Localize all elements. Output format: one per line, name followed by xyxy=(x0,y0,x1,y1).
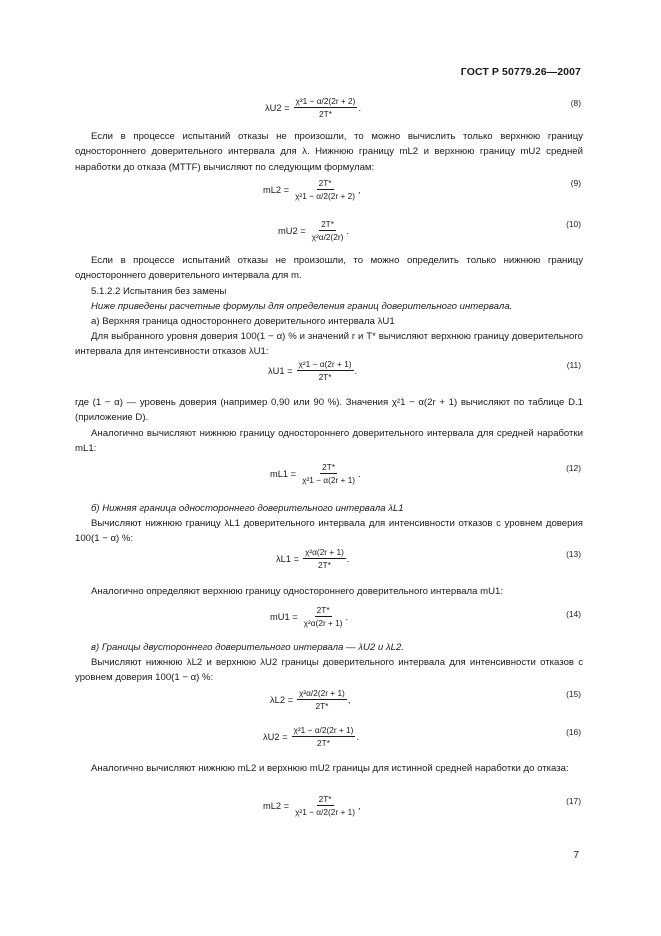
formula-10: mU2 = $\frac{2T*}{\text{χ²α/2(2r)}}$ . xyxy=(278,219,349,242)
formula-lhs: λU2 = xyxy=(263,731,288,742)
denominator: χ²1 − α/2(2r + 1) xyxy=(295,807,355,817)
equation-number-16: (16) xyxy=(566,727,581,737)
denominator: 2T* xyxy=(315,701,329,711)
fraction xyxy=(297,688,347,711)
item-b: б) Нижняя граница одностороннего доверительного интервала λL1 xyxy=(91,503,404,514)
equation-number-8: (8) xyxy=(570,98,581,108)
equation-number-12: (12) xyxy=(566,463,581,473)
equation-number-13: (13) xyxy=(566,549,581,559)
equation-number-17: (17) xyxy=(566,796,581,806)
fraction xyxy=(310,219,346,242)
fraction xyxy=(294,96,358,119)
equation-number-11: (11) xyxy=(566,360,581,370)
paragraph-lower-bound-mtbf: Аналогично вычисляют нижнюю границу одностороннего доверительного интервала для средней наработки mL1: xyxy=(75,428,583,455)
denominator: 2T* xyxy=(319,109,332,119)
formula-8: λU2 = $\frac{\text{χ²1 − α/2(2r + 2)}}{2T*}$ . xyxy=(265,96,362,119)
paragraph-no-failures-2: Если в процессе испытаний отказы не произошли, то можно определить только нижнюю границу одностороннего доверительного интервала для m. xyxy=(75,255,583,282)
document-header: ГОСТ Р 50779.26—2007 xyxy=(460,66,581,78)
formula-16: λU2 = $\frac{\text{χ²1 − α/2(2r + 1)}}{2T*}$ . xyxy=(263,725,360,748)
numerator: χ²1 − α/2(2r + 2) xyxy=(295,96,356,106)
paragraph-lower-bound-rate: Вычисляют нижнюю границу λL1 доверительного интервала для интенсивности отказов с уровнем доверия 100(1 − α) %: xyxy=(75,518,583,545)
paragraph-two-sided: Вычисляют нижнюю λL2 и верхнюю λU2 границы доверительного интервала для интенсивности отказов с уровнем доверия 100(1 − α) %: xyxy=(75,657,583,684)
numerator: 2T* xyxy=(322,462,336,472)
item-v xyxy=(75,640,583,655)
denominator: χ²1 − α/2(2r + 2) xyxy=(295,191,355,201)
formula-15: λL2 = $\frac{\text{χ²α/2(2r + 1)}}{2T*}$ , xyxy=(270,688,351,711)
denominator: χ²1 − α(2r + 1) xyxy=(302,475,356,485)
numerator: 2T* xyxy=(318,794,332,804)
paragraph-no-failures-1: Если в процессе испытаний отказы не произошли, то можно вычислить только верхнюю границу одностороннего доверительного интервала для λ. Нижнюю границу mL2 и верхнюю границу mU2 средней наработки до отказа (MTTF) вычисляют по следующим формулам: xyxy=(75,131,583,173)
formula-9: mL2 = $\frac{2T*}{\text{χ²1 − α/2(2r + 2)}}$ , xyxy=(263,178,361,201)
fraction xyxy=(292,725,356,748)
fraction xyxy=(300,462,357,485)
formula-lhs: λL2 = xyxy=(270,694,294,705)
denominator: 2T* xyxy=(317,738,330,748)
formula-17: mL2 = $\frac{2T*}{\text{χ²1 − α/2(2r + 1)}}$ , xyxy=(263,794,361,817)
section-5-1-2-2: 5.1.2.2 Испытания без замены xyxy=(91,286,227,297)
paragraph-upper-bound-mtbf: Аналогично определяют верхнюю границу одностороннего доверительного интервала mU1: xyxy=(91,586,504,597)
formula-14: mU1 = $\frac{2T*}{\text{χ²α(2r + 1)}}$ . xyxy=(270,605,349,628)
paragraph-true-mtbf: Аналогично вычисляют нижнюю mL2 и верхнюю mU2 границы для истинной средней наработки до отказа: xyxy=(91,763,569,774)
formula-lhs: λL1 = xyxy=(276,553,300,564)
formula-lhs: mU1 = xyxy=(270,611,298,622)
fraction xyxy=(293,178,357,201)
formula-12: mL1 = $\frac{2T*}{\text{χ²1 − α(2r + 1)}}$ . xyxy=(270,462,361,485)
formula-lhs: mL2 = xyxy=(263,800,290,811)
intro-sentence: Ниже приведены расчетные формулы для определения границ доверительного интервала. xyxy=(91,301,513,312)
paragraph-confidence-level: где (1 − α) — уровень доверия (например 0,90 или 90 %). Значения χ²1 − α(2r + 1) вычисляют по таблице D.1 (приложение D). xyxy=(75,397,583,424)
denominator: 2T* xyxy=(318,560,331,570)
numerator: χ²1 − α/2(2r + 1) xyxy=(293,725,354,735)
formula-lhs: mL1 = xyxy=(270,468,297,479)
formula-13: λL1 = $\frac{\text{χ²α(2r + 1)}}{2T*}$ . xyxy=(276,547,350,570)
denominator: 2T* xyxy=(318,372,332,382)
item-a: а) Верхняя граница одностороннего доверительного интервала λU1 xyxy=(91,316,395,327)
denominator: χ²α/2(2r) xyxy=(311,232,344,242)
numerator: 2T* xyxy=(321,219,334,229)
fraction xyxy=(303,547,346,570)
numerator: χ²α/2(2r + 1) xyxy=(299,688,345,698)
equation-number-15: (15) xyxy=(566,689,581,699)
fraction xyxy=(293,794,357,817)
numerator: χ²1 − α(2r + 1) xyxy=(298,359,352,369)
denominator: χ²α(2r + 1) xyxy=(303,618,343,628)
formula-11: λU1 = $\frac{\text{χ²1 − α(2r + 1)}}{2T*}$ . xyxy=(268,359,358,382)
formula-lhs: λU2 = xyxy=(265,102,290,113)
equation-number-10: (10) xyxy=(566,219,581,229)
equation-number-14: (14) xyxy=(566,609,581,619)
fraction xyxy=(297,359,354,382)
formula-lhs: λU1 = xyxy=(268,365,293,376)
page-number: 7 xyxy=(573,850,579,861)
formula-lhs: mU2 = xyxy=(278,225,306,236)
numerator: χ²α(2r + 1) xyxy=(305,547,344,557)
numerator: 2T* xyxy=(318,178,332,188)
fraction xyxy=(302,605,345,628)
equation-number-9: (9) xyxy=(570,178,581,188)
item-v-text: в) Границы двустороннего доверительного интервала — λU2 и λL2. xyxy=(91,642,404,653)
numerator: 2T* xyxy=(316,605,330,615)
paragraph-upper-bound: Для выбранного уровня доверия 100(1 − α) % и значений r и T* вычисляют верхнюю границу доверительного интервала для интенсивности отказов λU1: xyxy=(75,331,583,358)
formula-lhs: mL2 = xyxy=(263,184,290,195)
